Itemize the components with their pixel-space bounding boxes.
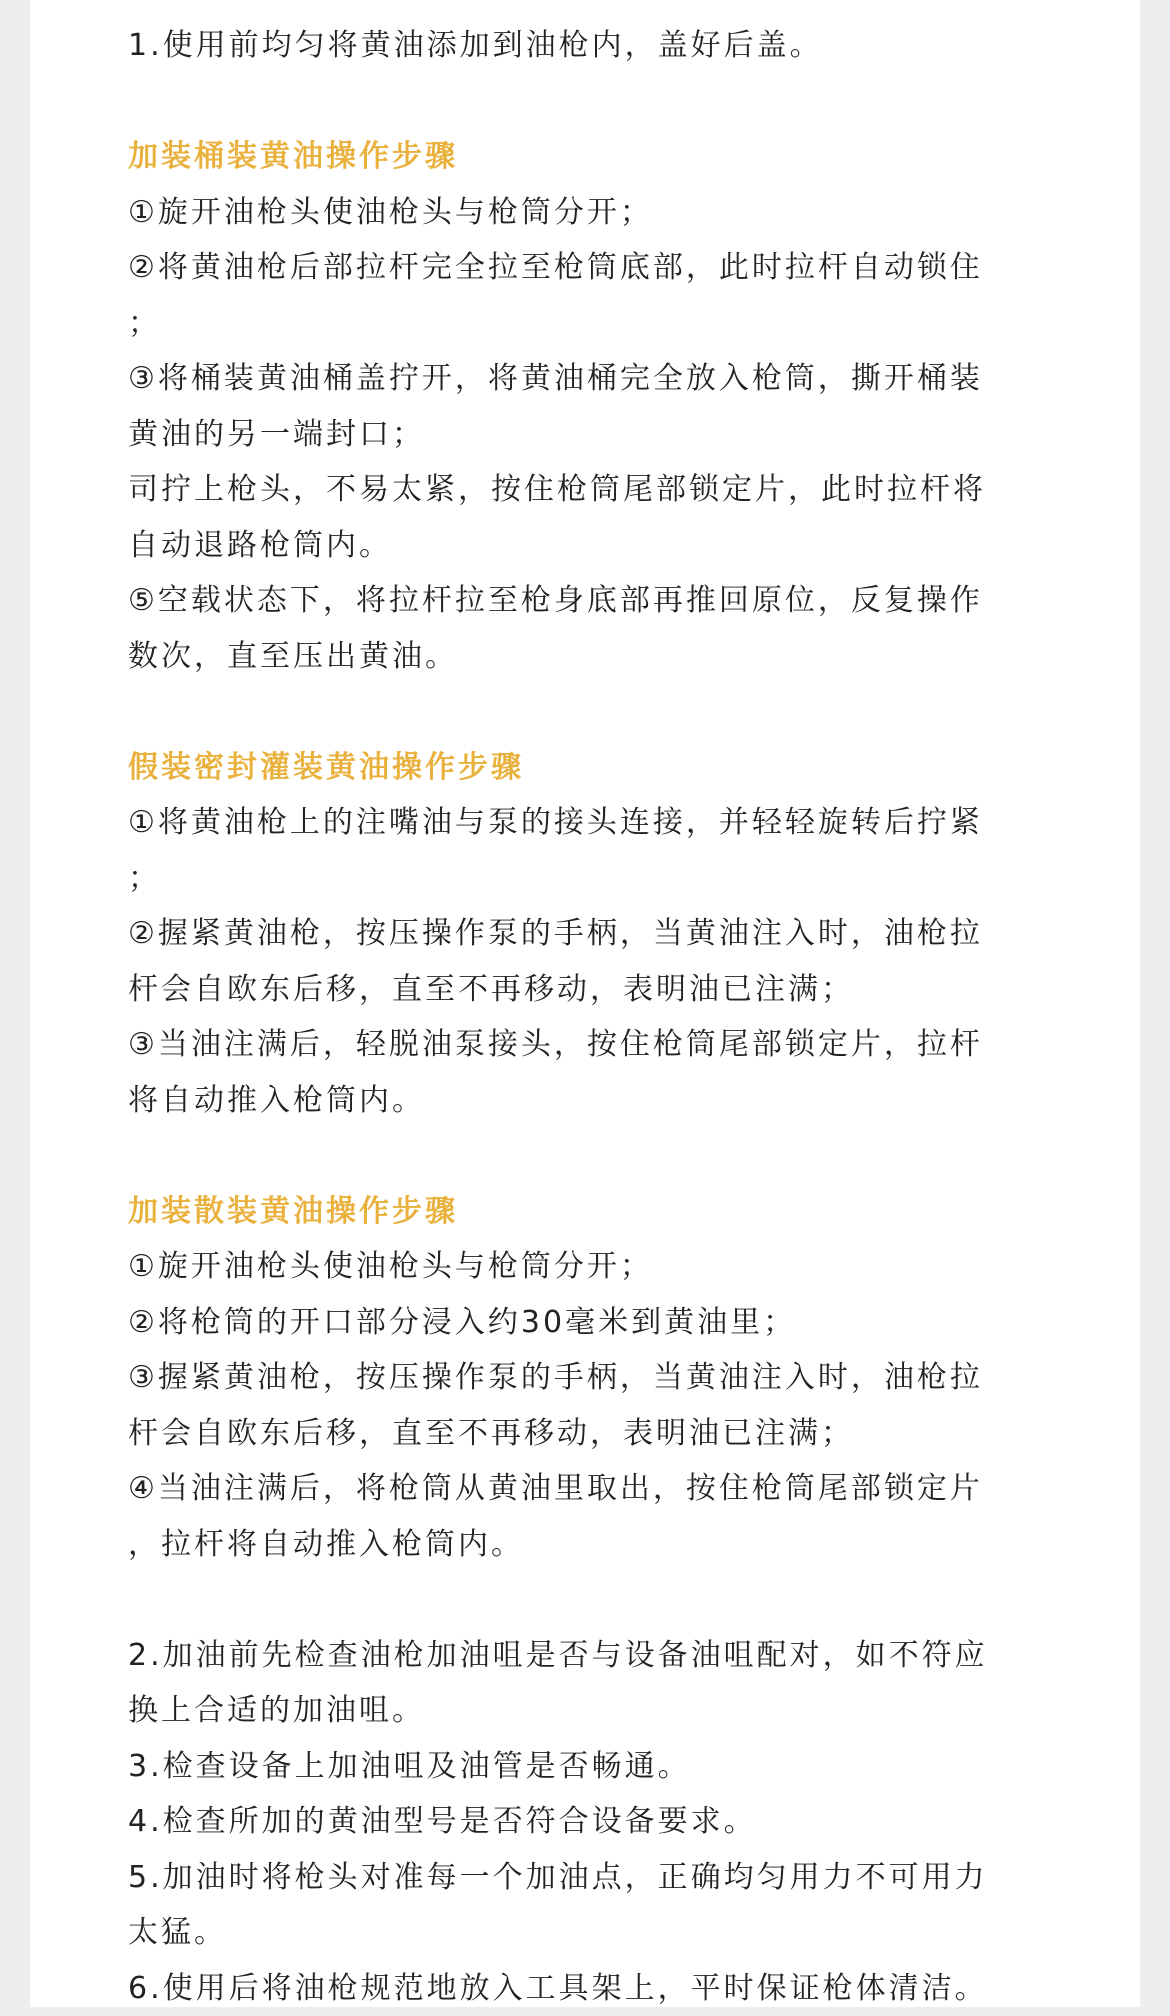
numbered-line: 5.加油时将枪头对准每一个加油点，正确均匀用力不可用力	[128, 1850, 1088, 1906]
spacer	[128, 74, 1088, 130]
spacer	[128, 1572, 1088, 1628]
numbered-line: 4.检查所加的黄油型号是否符合设备要求。	[128, 1794, 1088, 1850]
bucket-line: 数次，直至压出黄油。	[128, 629, 1088, 685]
instructions-content	[128, 18, 1088, 2016]
bulk-line: ③握紧黄油枪，按压操作泵的手柄，当黄油注入时，油枪拉	[128, 1350, 1088, 1406]
sealed-line: 杆会自欧东后移，直至不再移动，表明油已注满；	[128, 962, 1088, 1018]
section-sealed-title: 假装密封灌装黄油操作步骤	[128, 740, 1088, 796]
bucket-line: ②将黄油枪后部拉杆完全拉至枪筒底部，此时拉杆自动锁住	[128, 240, 1088, 296]
sealed-line: ；	[128, 851, 1088, 907]
bulk-line: ④当油注满后，将枪筒从黄油里取出，按住枪筒尾部锁定片	[128, 1461, 1088, 1517]
sealed-line: ①将黄油枪上的注嘴油与泵的接头连接，并轻轻旋转后拧紧	[128, 795, 1088, 851]
section-bucket-title: 加装桶装黄油操作步骤	[128, 129, 1088, 185]
bucket-line: 黄油的另一端封口；	[128, 407, 1088, 463]
numbered-line: 3.检查设备上加油咀及油管是否畅通。	[128, 1739, 1088, 1795]
numbered-line: 换上合适的加油咀。	[128, 1683, 1088, 1739]
bucket-line: ⑤空载状态下，将拉杆拉至枪身底部再推回原位，反复操作	[128, 573, 1088, 629]
bucket-line: 司拧上枪头，不易太紧，按住枪筒尾部锁定片，此时拉杆将	[128, 462, 1088, 518]
sealed-line: 将自动推入枪筒内。	[128, 1073, 1088, 1129]
section-bulk-title: 加装散装黄油操作步骤	[128, 1184, 1088, 1240]
numbered-line: 2.加油前先检查油枪加油咀是否与设备油咀配对，如不符应	[128, 1628, 1088, 1684]
document-page	[30, 0, 1140, 2007]
spacer	[128, 684, 1088, 740]
bulk-line: ②将枪筒的开口部分浸入约30毫米到黄油里；	[128, 1295, 1088, 1351]
bucket-line: ①旋开油枪头使油枪头与枪筒分开；	[128, 185, 1088, 241]
numbered-line: 太猛。	[128, 1905, 1088, 1961]
bulk-line: 杆会自欧东后移，直至不再移动，表明油已注满；	[128, 1406, 1088, 1462]
bucket-line: ③将桶装黄油桶盖拧开，将黄油桶完全放入枪筒，撕开桶装	[128, 351, 1088, 407]
step-1-text: 1.使用前均匀将黄油添加到油枪内，盖好后盖。	[128, 18, 1088, 74]
bucket-line: 自动退路枪筒内。	[128, 518, 1088, 574]
spacer	[128, 1128, 1088, 1184]
sealed-line: ③当油注满后，轻脱油泵接头，按住枪筒尾部锁定片，拉杆	[128, 1017, 1088, 1073]
bulk-line: ，拉杆将自动推入枪筒内。	[128, 1517, 1088, 1573]
sealed-line: ②握紧黄油枪，按压操作泵的手柄，当黄油注入时，油枪拉	[128, 906, 1088, 962]
bulk-line: ①旋开油枪头使油枪头与枪筒分开；	[128, 1239, 1088, 1295]
bucket-line: ；	[128, 296, 1088, 352]
numbered-line: 6.使用后将油枪规范地放入工具架上，平时保证枪体清洁。	[128, 1961, 1088, 2016]
